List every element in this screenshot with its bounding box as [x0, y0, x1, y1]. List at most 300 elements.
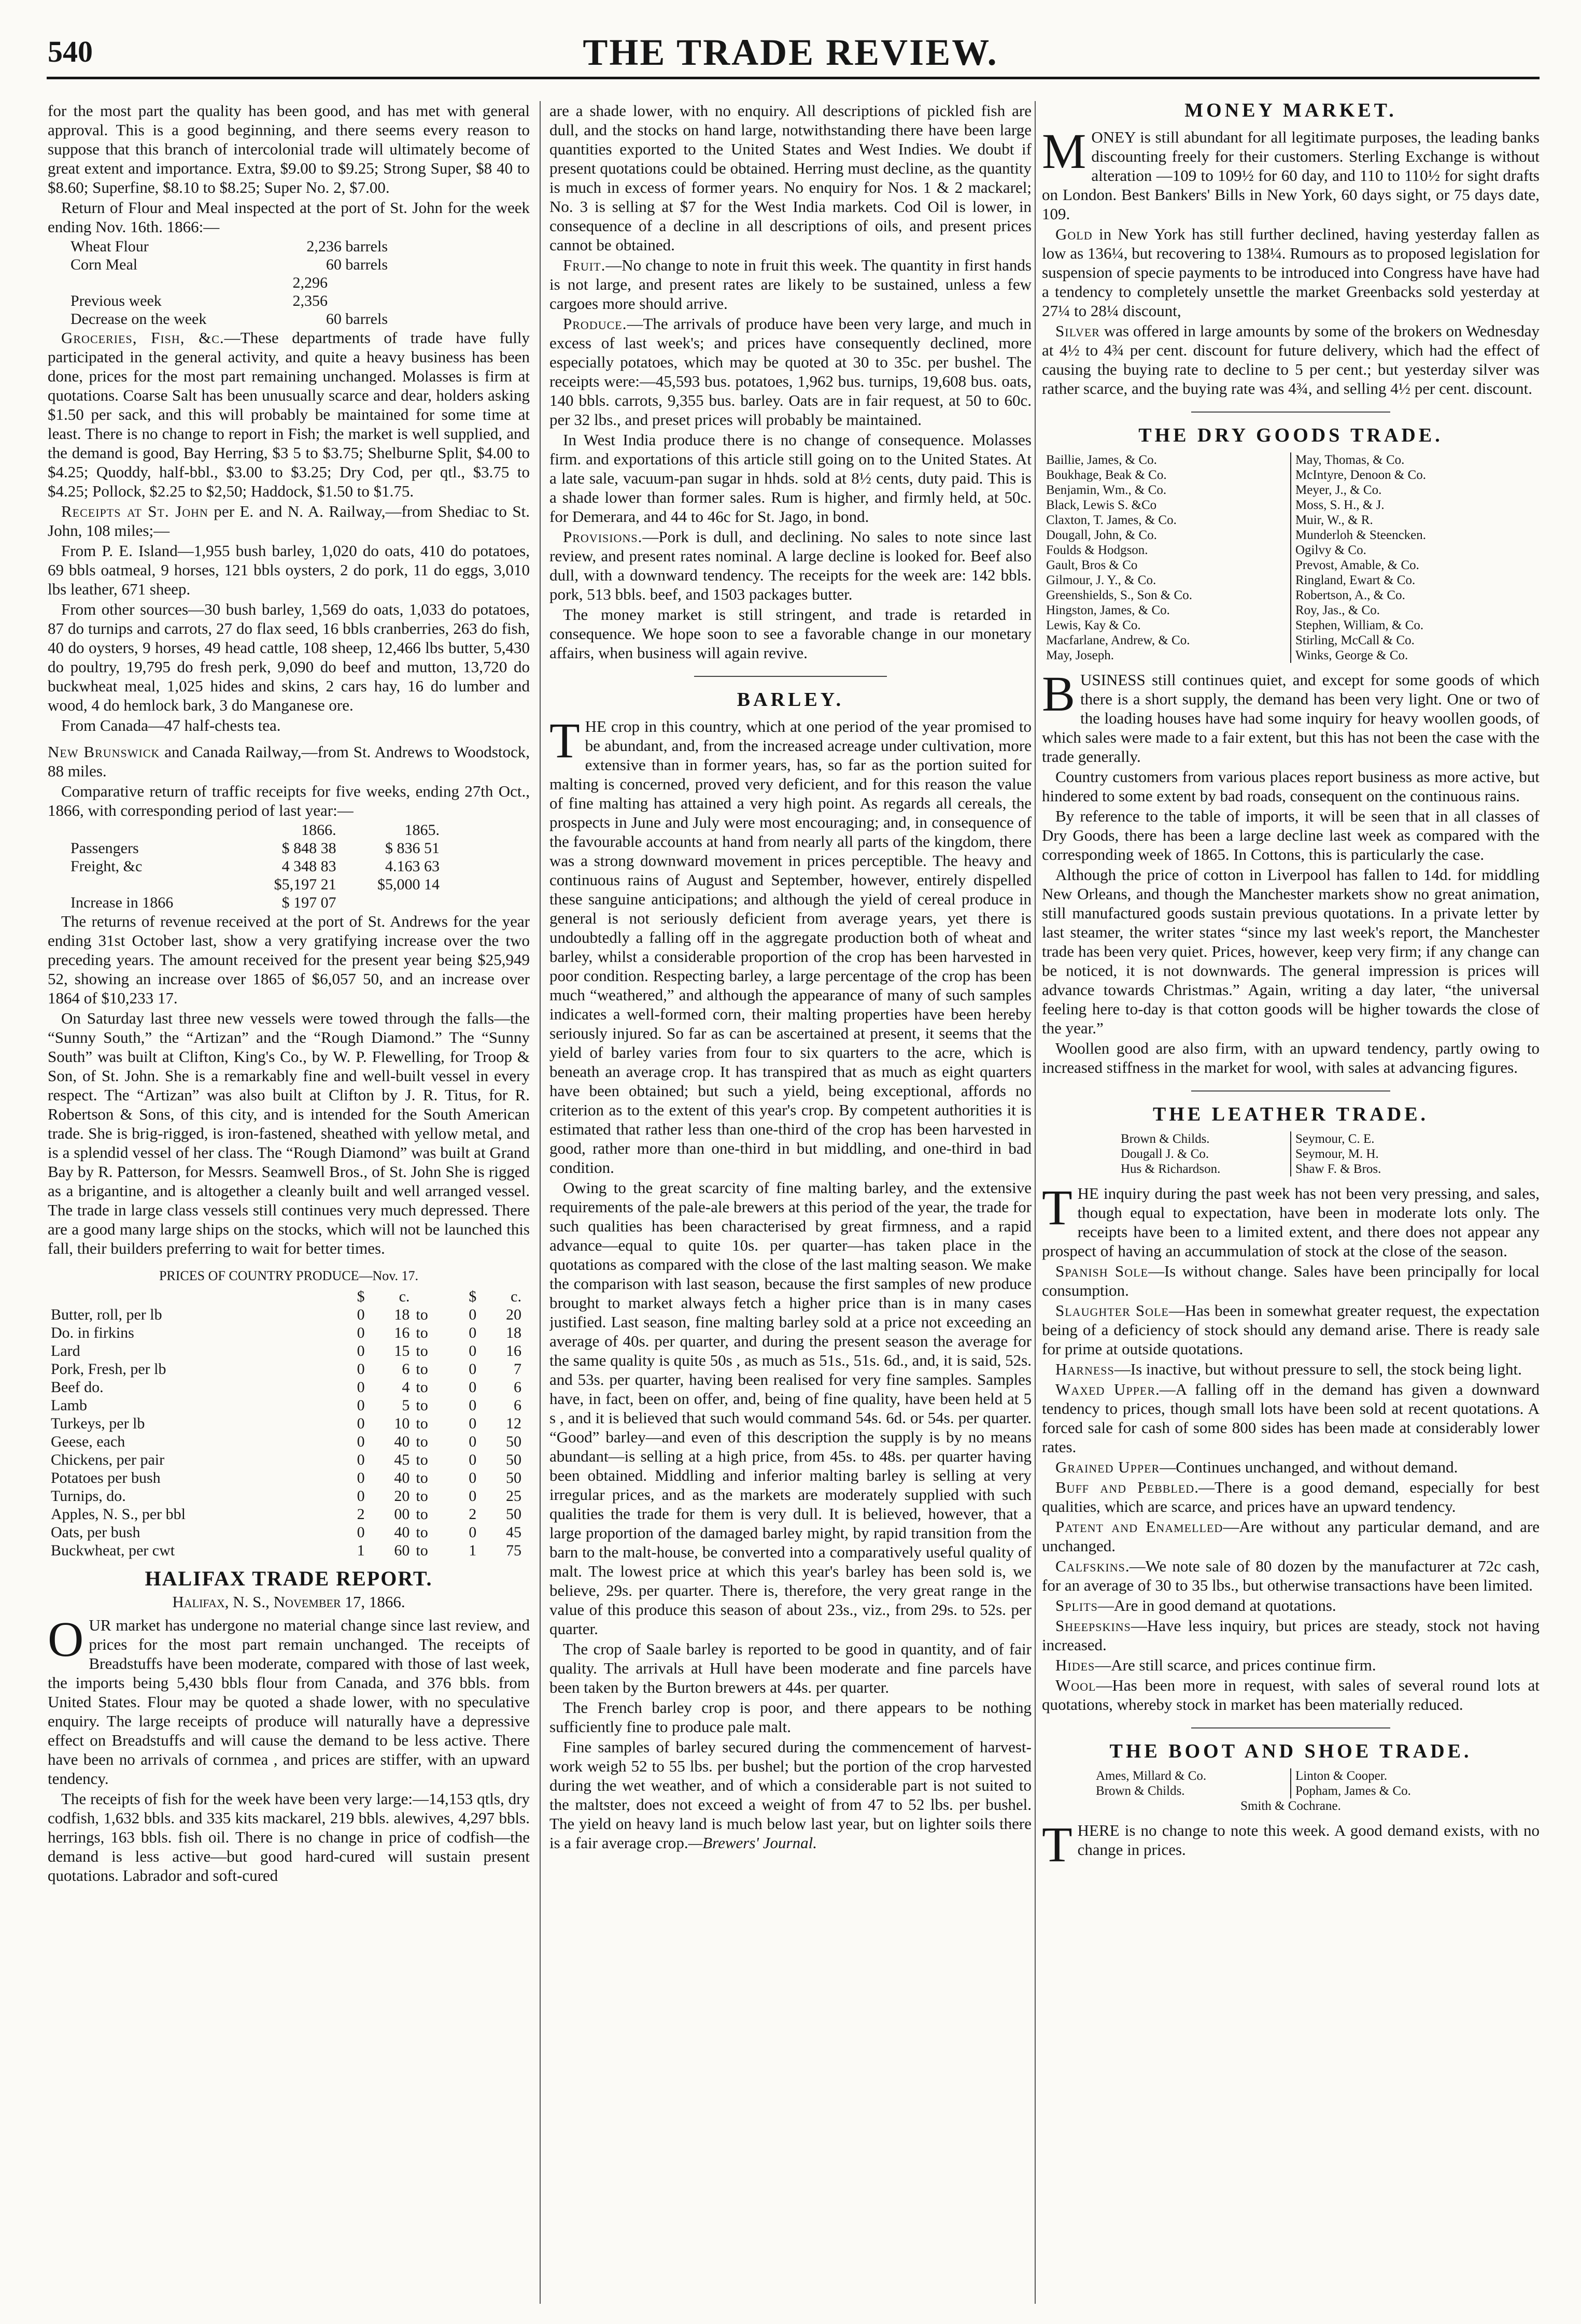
price-cell: 15 — [394, 1342, 410, 1359]
firm-name: Linton & Cooper. — [1295, 1769, 1388, 1783]
row-label: Freight, &c — [70, 858, 143, 875]
item-name: Lamb — [51, 1397, 87, 1414]
price-cell: 60 — [394, 1542, 410, 1559]
cell: $ 848 38 — [281, 840, 336, 857]
price-cell: 0 — [357, 1397, 365, 1414]
column-middle — [549, 101, 1032, 2309]
market-paragraph — [1042, 1478, 1540, 1516]
price-cell: 0 — [469, 1524, 477, 1541]
row-label — [68, 274, 257, 292]
to-label: to — [416, 1433, 428, 1450]
paragraph: —Is inactive, but without pressure to sell, the stock being light. — [1114, 1360, 1522, 1378]
section-head: Groceries, Fish, &c. — [61, 329, 224, 347]
page-header — [0, 31, 1581, 83]
table-row — [48, 1342, 525, 1360]
market-paragraph — [1042, 1556, 1540, 1595]
to-label: to — [416, 1415, 428, 1432]
drop-cap: O — [48, 1611, 84, 1667]
item-name: Chickens, per pair — [51, 1451, 165, 1468]
list-item — [1042, 558, 1540, 573]
section-title: THE BOOT AND SHOE TRADE. — [1109, 1740, 1472, 1762]
section-head: Buff and Pebbled — [1055, 1478, 1195, 1496]
section-separator — [1191, 1727, 1390, 1728]
boot-firms-list — [1092, 1768, 1490, 1798]
row-label: Passengers — [70, 840, 139, 857]
row-label: Wheat Flour — [70, 238, 149, 255]
produce-prices-table — [48, 1287, 525, 1560]
firm-name: Stephen, William, & Co. — [1295, 618, 1424, 632]
paragraph: Owing to the great scarcity of fine malting barley, and the extensive requirements of the pale-ale brewers at this period of the year, the trade for such qualities has been characterised by great firmness, and a rapid advance—equal to quite 10s. per quarter—has taken place in the quotations as compared with the close of the last malting season. We make the comparison with last season, because the first samples of new produce brought to market always fetch a higher price than is in many cases justified. Last season, fine malting barley sold at a price not exceeding an average of 40s. per quarter, and during the present season the average for the same quality is quite 50s , as much as 51s., 51s. 6d., and, it is said, 52s. and 53s. per quarter, having been realised for very fine samples. Samples have, in fact, been on offer, and, being of fine quality, have been held at 5 s , and it is believed that such would command 54s. 6d. or 54s. per quarter. “Good” barley—and even of this description the supply is by no means abundant—is selling at a high price, from 45s. to 48s. per quarter having been obtained. Middling and inferior malting barley is selling at very irregular prices, and as the markets are moderately supplied with such qualities the trade for them is very dull. It is believed, however, that a large proportion of the damaged barley might, by rapid transition from the barn to the malt-house, be converted into a comparatively useful quality of malt. The lowest price at which this year's barley has been sold is, we believe, 29s. per quarter. There is, therefore, the very great range in the value of this produce this season of about 23s., viz., from 29s. to 52s. per quarter. — [549, 1179, 1032, 1638]
price-cell: 2 — [357, 1506, 365, 1523]
paragraph: —Has been more in request, with sales of several round lots at quotations, whereby stock in market has been materially reduced. — [1042, 1676, 1540, 1713]
column-header: $ — [469, 1288, 477, 1305]
price-cell: 0 — [357, 1524, 365, 1541]
price-cell: 0 — [469, 1415, 477, 1432]
firm-name: Moss, S. H., & J. — [1295, 498, 1385, 512]
column-divider-1 — [540, 101, 541, 2304]
item-name: Apples, N. S., per bbl — [51, 1506, 186, 1523]
firm-name: Greenshields, S., Son & Co. — [1042, 588, 1291, 603]
firm-name: Ogilvy & Co. — [1295, 543, 1366, 557]
price-cell: 4 — [402, 1379, 410, 1396]
table-row — [48, 1541, 525, 1560]
item-name: Turnips, do. — [51, 1487, 126, 1505]
section-head: Calfskins — [1055, 1557, 1125, 1575]
paragraph: and Canada Railway,—from St. Andrews to Woodstock, 88 miles. — [48, 743, 530, 780]
paragraph: In West India produce there is no change of consequence. Molasses firm. and exportations of this article still going on to the United States. At a late sale, vacuum-pan sugar in hhds. sold at 8½ cents, duty paid. This is a shade lower than former sales. Rum is higher, and firmly held, at 50c. for Demerara, and 44 to 46c for St. Jago, in bond. — [549, 431, 1032, 526]
firm-name: Munderloh & Steencken. — [1295, 528, 1427, 542]
table-row — [68, 894, 442, 912]
firm-name: May, Thomas, & Co. — [1295, 453, 1405, 467]
firm-name: Gilmour, J. Y., & Co. — [1042, 573, 1291, 588]
section-head: Harness — [1055, 1360, 1114, 1378]
section-head: Wool — [1055, 1676, 1096, 1694]
section-title: THE LEATHER TRADE. — [1152, 1103, 1429, 1125]
list-item — [1042, 588, 1540, 603]
price-cell: 2 — [469, 1506, 477, 1523]
price-cell: 0 — [357, 1451, 365, 1468]
section-head: Hides — [1055, 1656, 1095, 1674]
firm-name: Ames, Millard & Co. — [1092, 1768, 1291, 1783]
column-header: c. — [511, 1288, 521, 1305]
item-name: Turkeys, per lb — [51, 1415, 145, 1432]
to-label: to — [416, 1487, 428, 1505]
paragraph: Country customers from various places report business as more active, but hindered to some extent by bad roads, consequent on the continuous rains. — [1042, 768, 1540, 805]
paragraph: HERE is no change to note this week. A good demand exists, with no change in prices. — [1077, 1821, 1540, 1859]
cell: 4.163 63 — [385, 858, 440, 875]
paragraph: ONEY is still abundant for all legitimate purposes, the leading banks discounting freely for their customers. Sterling Exchange is without alteration —109 to 109½ for 60 day, and 110 to 110½ for sight drafts on London. Best Bankers' Bills in New York, 60 days sight, or 75 days date, 109. — [1042, 128, 1540, 223]
to-label: to — [416, 1342, 428, 1359]
paragraph: —Have less inquiry, but prices are steady, stock not having increased. — [1042, 1617, 1540, 1654]
column-left — [48, 101, 530, 2309]
table-row — [68, 237, 390, 256]
price-cell: 50 — [506, 1451, 521, 1468]
table-row — [48, 1396, 525, 1414]
paragraph: HE crop in this country, which at one period of the year promised to be abundant, and, from the increased acreage under cultivation, more extensive than in former years, has, so far as the portion suited for malting is concerned, proved very deficient, and for this reason the value of fine malting has attained a very high point. As regards all cereals, the prospects in June and July were most encouraging; and, in consequence of the favourable accounts at hand from nearly all parts of the kingdom, there was a strong downward movement in prices perceptible. The heavy and continuous rains of August and September, however, entirely dispelled these sanguine anticipations; and although the yield of cereal produce in general is not seriously deficient from average years, yet there is undoubtedly a falling off in the aggregate production both of wheat and barley, whilst a considerable proportion of the crop has been harvested in poor condition. Respecting barley, a large percentage of the crop has been much “weathered,” and although the appearance of many of such samples indicates a well-formed corn, their malting properties have been hereby seriously injured. So far as can be ascertained at present, it seems that the yield of barley varies from four to six quarters to the acre, which is beneath an average crop. It has transpired that as much as eight quarters have been obtained; but such a yield, being exceptional, affords no criterion as to the extent of this year's crop. By competent authorities it is estimated that rather less than one-third of the crop has been harvested in good, rather more than one-third in but middling, and one-third in bad condition. — [549, 717, 1032, 1177]
price-cell: 0 — [469, 1451, 477, 1468]
firm-name: Foulds & Hodgson. — [1042, 543, 1291, 558]
firm-name: Stirling, McCall & Co. — [1295, 633, 1415, 647]
paragraph: —Has been in somewhat greater request, the expectation being of a deficiency of stock should any demand arise. There is ready sale for prime at outside quotations. — [1042, 1301, 1540, 1358]
price-cell: 0 — [357, 1379, 365, 1396]
price-cell: 20 — [394, 1487, 410, 1505]
price-cell: 6 — [402, 1361, 410, 1378]
firm-name: Hingston, James, & Co. — [1042, 603, 1291, 618]
column-header: 1865. — [404, 821, 440, 839]
price-cell: 1 — [469, 1542, 477, 1559]
row-value: 2,296 — [292, 274, 328, 291]
price-cell: 6 — [514, 1379, 521, 1396]
firm-name: Baillie, James, & Co. — [1042, 452, 1291, 467]
market-paragraph — [1042, 1517, 1540, 1555]
price-cell: 0 — [357, 1306, 365, 1323]
paragraph: UR market has undergone no material change since last review, and prices for the most part remain unchanged. The receipts of Breadstuffs have been moderate, compared with those of last week, the imports being 5,430 bbls flour from Canada, and 376 bbls. from United States. Flour may be quoted a shade lower, with no speculative enquiry. The large receipts of produce will naturally have a depressive effect on Breadstuffs and will cause the demand to be less active. There have been no arrivals of cornmea , and prices are stiffer, with an upward tendency. — [48, 1616, 530, 1788]
price-cell: 1 — [357, 1542, 365, 1559]
paragraph: Fine samples of barley secured during the commencement of harvest-work weigh 52 to 55 lbs. per bushel; but the portion of the crop harvested during the wet weather, and of which a considerable part is not suited to the maltster, does not exceed a weight of from 47 to 52 lbs. per bushel. The yield on heavy land is much below last year, but on lighter soils there is a fair average crop. — [549, 1738, 1032, 1852]
list-item — [1042, 633, 1540, 648]
price-cell: 0 — [469, 1324, 477, 1341]
market-paragraph — [1042, 1380, 1540, 1456]
price-cell: 0 — [357, 1361, 365, 1378]
firm-name: Smith & Cochrane. — [1240, 1799, 1341, 1813]
item-name: Geese, each — [51, 1433, 125, 1450]
section-head: Provisions. — [563, 528, 643, 546]
market-paragraph — [1042, 1301, 1540, 1358]
item-name: Butter, roll, per lb — [51, 1306, 162, 1323]
item-name: Oats, per bush — [51, 1524, 140, 1541]
to-label: to — [416, 1524, 428, 1541]
price-cell: 50 — [506, 1433, 521, 1450]
firm-name: Dougall, John, & Co. — [1042, 528, 1291, 543]
firm-name: Black, Lewis S. &Co — [1042, 498, 1291, 513]
section-title: MONEY MARKET. — [1184, 101, 1397, 121]
paragraph: Return of Flour and Meal inspected at the port of St. John for the week ending Nov. 16th. 1866:— — [48, 199, 530, 236]
cell: $5,000 14 — [377, 876, 440, 893]
column-divider-2 — [1035, 101, 1036, 2304]
leather-sections — [1042, 1262, 1540, 1714]
paragraph: The money market is still stringent, and trade is retarded in consequence. We hope soon to see a favorable change in our monetary affairs, when business will again revive. — [549, 605, 1032, 662]
table-row — [48, 1324, 525, 1342]
column-header: $ — [357, 1288, 365, 1305]
paragraph: Woollen good are also firm, with an upward tendency, partly owing to increased stiffness in the market for wool, with sales at advancing figures. — [1042, 1039, 1540, 1076]
firm-name: Winks, George & Co. — [1295, 648, 1408, 662]
price-cell: 20 — [506, 1306, 521, 1323]
section-head: Produce. — [563, 315, 627, 333]
table-row — [48, 1360, 525, 1378]
firm-name: Benjamin, Wm., & Co. — [1042, 483, 1291, 498]
cell — [338, 894, 442, 912]
drop-cap: M — [1042, 123, 1086, 179]
list-item — [1117, 1131, 1465, 1146]
table-row — [48, 1414, 525, 1433]
list-item — [1117, 1146, 1465, 1161]
price-cell: 0 — [357, 1469, 365, 1486]
row-label: Corn Meal — [70, 256, 138, 273]
paragraph: are a shade lower, with no enquiry. All descriptions of pickled fish are dull, and the stocks on hand large, notwithstanding there have been large quantities exported to the United States and West Indies. We doubt if present quotations could be obtained. Herring must decline, as the quantity is much in excess of former years. No enquiry for Nos. 1 & 2 mackarel; No. 3 is selling at $7 for the West India markets. Cod Oil is lower, in consequence of a decline in all descriptions of oils, and present prices cannot be obtained. — [549, 102, 1032, 254]
firm-name: Ringland, Ewart & Co. — [1295, 573, 1416, 587]
firm-name: Lewis, Kay & Co. — [1042, 618, 1291, 633]
list-item — [1042, 618, 1540, 633]
section-title: HALIFAX TRADE REPORT. — [145, 1567, 433, 1590]
section-title: BARLEY. — [737, 689, 844, 711]
firm-name: Seymour, C. E. — [1295, 1132, 1375, 1146]
paragraph: From P. E. Island—1,955 bush barley, 1,020 do oats, 410 do potatoes, 69 bbls oatmeal, 9 horses, 121 bbls oysters, 2 do pork, 11 do eggs, 3,010 lbs leather, 671 sheep. — [48, 542, 530, 598]
price-cell: 0 — [469, 1487, 477, 1505]
market-paragraph — [1042, 1457, 1540, 1477]
to-label: to — [416, 1324, 428, 1341]
paragraph: —No change to note in fruit this week. The quantity in first hands is not large, and present rates are likely to be sustained, unless a few cargoes more should arrive. — [549, 256, 1032, 313]
to-label: to — [416, 1361, 428, 1378]
price-cell: 16 — [506, 1342, 521, 1359]
paragraph: .—A falling off in the demand has given a downward tendency to prices, though small lots have been sold at recent quotations. A forced sale for cash of some 800 sides has been made at considerably lower rates. — [1042, 1380, 1540, 1456]
prices-title: PRICES OF COUNTRY PRODUCE—Nov. 17. — [159, 1268, 419, 1283]
paragraph: The crop of Saale barley is reported to be good in quantity, and of fair quality. The arrivals at Hull have been moderate and fine parcels have been taken by the Burton brewers at 44s. per quarter. — [549, 1640, 1032, 1696]
table-row — [68, 256, 390, 274]
to-label: to — [416, 1379, 428, 1396]
price-cell: 18 — [394, 1306, 410, 1323]
paragraph: —Are still scarce, and prices continue firm. — [1095, 1656, 1376, 1674]
paragraph: —Are in good demand at quotations. — [1097, 1596, 1336, 1614]
section-head: Spanish Sole — [1055, 1262, 1148, 1280]
firm-name: Claxton, T. James, & Co. — [1042, 513, 1291, 528]
section-head: Splits — [1055, 1596, 1098, 1614]
paragraph: USINESS still continues quiet, and except for some goods of which there is a short supply, the demand has been very light. One or two of the loading houses have had some inquiry for heavy woollen goods, of which sales were made to a fair extent, but this has not been the case with the trade generally. — [1042, 671, 1540, 766]
price-cell: 50 — [506, 1506, 521, 1523]
firm-name: Meyer, J., & Co. — [1295, 483, 1382, 497]
section-head: Slaughter Sole — [1055, 1301, 1169, 1320]
firm-name: Roy, Jas., & Co. — [1295, 603, 1380, 617]
page-number: 540 — [48, 35, 93, 68]
price-cell: 25 — [506, 1487, 521, 1505]
paragraph: .—We note sale of 80 dozen by the manufacturer at 72c cash, for an average of 30 to 35 lbs., but otherwise transactions have been limited. — [1042, 1557, 1540, 1594]
table-row — [68, 310, 390, 328]
price-cell: 12 — [506, 1415, 521, 1432]
list-item — [1042, 513, 1540, 528]
price-cell: 0 — [469, 1361, 477, 1378]
table-row — [48, 1469, 525, 1487]
cell: $ 197 07 — [281, 894, 336, 911]
paragraph: —Continues unchanged, and without demand. — [1160, 1458, 1458, 1476]
header-rule — [47, 77, 1540, 79]
section-head: Fruit. — [563, 256, 606, 274]
drop-cap: T — [549, 713, 580, 768]
section-head: Silver — [1055, 322, 1100, 340]
item-name: Pork, Fresh, per lb — [51, 1361, 166, 1378]
row-value: 60 barrels — [326, 310, 388, 328]
paragraph: Although the price of cotton in Liverpool has fallen to 14d. for middling New Orleans, and though the Manchester markets show no great animation, still manufactured goods sustain previous quotations. In a private letter by last steamer, the writer states “since my last week's report, the Manchester trade has been very quiet. Prices, however, keep very firm; if any change can be noticed, it is not downwards. The general impression is prices will advance towards Christmas.” Again, writing a day later, “the universal feeling here to-day is that cotton goods will be higher towards the close of the year.” — [1042, 866, 1540, 1037]
row-label: Decrease on the week — [70, 310, 207, 328]
table-row — [68, 857, 442, 875]
table-row — [48, 1306, 525, 1324]
market-paragraph — [1042, 1676, 1540, 1714]
table-row — [68, 274, 390, 292]
item-name: Beef do. — [51, 1379, 104, 1396]
list-item — [1042, 648, 1540, 663]
list-item — [1092, 1768, 1490, 1783]
paragraph: in New York has still further declined, having yesterday fallen as low as 136¼, but recovering to 138¼. Rumours as to proposed legislation for suspension of specie payments to be introduced into Congress have have had a tendency to completely unsettle the market Greenbacks sold yesterday at 27¼ to 28¼ discount, — [1042, 225, 1540, 320]
firm-name: McIntyre, Denoon & Co. — [1295, 468, 1427, 482]
list-item — [1042, 452, 1540, 467]
section-head: Waxed Upper — [1055, 1380, 1156, 1398]
firm-name: Robertson, A., & Co. — [1295, 588, 1405, 602]
section-head: Gold — [1055, 225, 1093, 243]
section-head: Patent and Enamelled — [1055, 1518, 1223, 1536]
list-item — [1092, 1783, 1490, 1798]
cell: $5,197 21 — [274, 876, 336, 893]
paragraph: The French barley crop is poor, and there appears to be nothing sufficiently fine to produce pale malt. — [549, 1698, 1032, 1736]
firm-name: Macfarlane, Andrew, & Co. — [1042, 633, 1291, 648]
section-head: Receipts at St. John — [61, 502, 208, 520]
to-label: to — [416, 1306, 428, 1323]
section-head: New Brunswick — [48, 743, 160, 761]
price-cell: 0 — [357, 1487, 365, 1505]
market-paragraph — [1042, 1596, 1540, 1615]
to-label: to — [416, 1542, 428, 1559]
source-credit: —Brewers' Journal. — [688, 1834, 817, 1852]
firm-name: Gault, Bros & Co — [1042, 558, 1291, 573]
table-row — [48, 1505, 525, 1523]
paragraph: —Are without any particular demand, and are unchanged. — [1042, 1518, 1540, 1555]
price-cell: 10 — [394, 1415, 410, 1432]
market-paragraph — [1042, 1262, 1540, 1300]
drop-cap: T — [1042, 1180, 1072, 1235]
row-value: 2,356 — [292, 292, 328, 309]
column-header: 1866. — [301, 821, 336, 839]
item-name: Potatoes per bush — [51, 1469, 161, 1486]
table-header-row — [48, 1287, 525, 1306]
paragraph: —These departments of trade have fully participated in the general activity, and quite a heavy business has been done, prices for the most part remaining unchanged. Molasses is firm at quotations. Coarse Salt has been unusually scarce and dear, holders asking $1.50 per sack, and this will probably be maintained for some time at least. There is no change to report in Fish; the market is well supplied, and the demand is good, Bay Herring, $3 5 to $3.75; Shelburne Split, $4.00 to $4.25; Quoddy, half-bbl., $3.00 to $3.25; Dry Cod, per qtl., $3.75 to $4.25; Pollock, $2.25 to $2,50; Haddock, $1.50 to $1.75. — [48, 329, 530, 500]
price-cell: 0 — [469, 1433, 477, 1450]
row-label — [68, 875, 235, 894]
firm-name: Hus & Richardson. — [1117, 1161, 1291, 1177]
table-row — [48, 1487, 525, 1505]
price-cell: 18 — [506, 1324, 521, 1341]
price-cell: 16 — [394, 1324, 410, 1341]
section-separator — [1191, 412, 1390, 413]
price-cell: 45 — [506, 1524, 521, 1541]
to-label: to — [416, 1451, 428, 1468]
firm-name: Brown & Childs. — [1117, 1131, 1291, 1146]
table-row — [68, 875, 442, 894]
firm-name: Seymour, M. H. — [1295, 1147, 1379, 1161]
price-cell: 0 — [469, 1342, 477, 1359]
paragraph: The receipts of fish for the week have been very large:—14,153 qtls, dry codfish, 1,632 bbls. and 335 kits mackarel, 219 bbls. alewives, 4,297 bbls. herrings, 163 bbls. fish oil. There is no change in price of codfish—the demand is less active—but good hard-cured will sustain present quotations. Labrador and soft-cured — [48, 1790, 530, 1884]
table-row — [48, 1523, 525, 1541]
paragraph: Comparative return of traffic receipts for five weeks, ending 27th Oct., 1866, with corresponding period of last year:— — [48, 782, 530, 819]
price-cell: 40 — [394, 1469, 410, 1486]
paragraph: —The arrivals of produce have been very large, and much in excess of last week's; and prices have consequently declined, more especially potatoes, which may be quoted at 30 to 35c. per bushel. The receipts were:—45,593 bus. potatoes, 1,962 bus. turnips, 19,608 bus. oats, 140 bbls. carrots, 9,355 bus. barley. Oats are in fair request, at 50 to 60c. per 32 lbs., and preset prices will probably be maintained. — [549, 315, 1032, 429]
price-cell: 45 — [394, 1451, 410, 1468]
price-cell: 40 — [394, 1524, 410, 1541]
list-item — [1042, 467, 1540, 483]
cell: $ 836 51 — [385, 840, 440, 857]
paragraph: was offered in large amounts by some of the brokers on Wednesday at 4½ to 4¾ per cent. discount for future delivery, which had the effect of causing the buying rate to decline to 5 per cent.; but yesterday silver was rather scarce, and the buying rate was 4¾, and selling 4½ per cent. discount. — [1042, 322, 1540, 398]
price-cell: 0 — [469, 1469, 477, 1486]
paragraph: From other sources—30 bush barley, 1,569 do oats, 1,033 do potatoes, 87 do turnips and carrots, 27 do flax seed, 16 bbls cranberries, 263 do fish, 40 do oysters, 9 horses, 49 head cattle, 108 sheep, 12,466 lbs butter, 5,430 do poultry, 19,795 do fresh perk, 9,090 do beef and mutton, 13,720 do buckwheat meal, 1,025 hides and skins, 2 cars hay, 16 do lumber and wood, 4 do hemlock bark, 3 do Manganese ore. — [48, 600, 530, 714]
item-name: Lard — [51, 1342, 80, 1359]
paragraph: HE inquiry during the past week has not been very pressing, and sales, though equal to expectation, have been in moderate lots only. The receipts have been to a limited extent, and there does not appear any prospect of having an accummulation of stock at the close of the season. — [1042, 1184, 1540, 1260]
firm-name: Boukhage, Beak & Co. — [1042, 467, 1291, 483]
item-name: Do. in firkins — [51, 1324, 134, 1341]
price-cell: 40 — [394, 1433, 410, 1450]
paragraph: per E. and N. A. Railway,—from Shediac to St. John, 108 miles;— — [48, 502, 530, 540]
table-row — [48, 1378, 525, 1396]
paragraph: The returns of revenue received at the port of St. Andrews for the year ending 31st October last, show a very gratifying increase over the two preceding years. The amount received for the present year being $25,949 52, showing an increase over 1865 of $6,057 50, and an increase over 1864 of $10,233 17. — [48, 912, 530, 1007]
list-item — [1042, 528, 1540, 543]
price-cell: 0 — [357, 1324, 365, 1341]
column-header: c. — [399, 1288, 410, 1305]
paragraph: From Canada—47 half-chests tea. — [61, 716, 281, 734]
to-label: to — [416, 1469, 428, 1486]
table-row — [68, 839, 442, 857]
row-label: Previous week — [70, 292, 162, 309]
firm-name: Dougall J. & Co. — [1117, 1146, 1291, 1161]
paragraph: —Pork is dull, and declining. No sales to note since last review, and present rates nominal. A large decline is looked for. Beef also dull, with a downward tendency. The receipts for the week are: 142 bbls. pork, 513 bbls. beef, and 1503 packages butter. — [549, 528, 1032, 603]
price-cell: 0 — [469, 1306, 477, 1323]
publication-title: THE TRADE REVIEW. — [583, 32, 998, 73]
section-separator — [1191, 1090, 1390, 1092]
price-cell: 0 — [357, 1415, 365, 1432]
section-separator — [694, 676, 887, 677]
paragraph: By reference to the table of imports, it will be seen that in all classes of Dry Goods, there has been a large decline last week as compared with the corresponding week of 1865. In Cottons, this is particularly the case. — [1042, 807, 1540, 863]
price-cell: 50 — [506, 1469, 521, 1486]
paragraph: .—There is a good demand, especially for best qualities, which are scarce, and prices have an upward tendency. — [1042, 1478, 1540, 1515]
dry-goods-firms-list — [1042, 452, 1540, 663]
cell: 4 348 83 — [281, 858, 336, 875]
firm-name: May, Joseph. — [1042, 648, 1291, 663]
row-label: Increase in 1866 — [70, 894, 174, 911]
price-cell: 0 — [357, 1342, 365, 1359]
table-row — [48, 1451, 525, 1469]
firm-name: Popham, James & Co. — [1295, 1784, 1411, 1798]
flour-return-table — [68, 237, 390, 328]
drop-cap: B — [1042, 666, 1076, 721]
price-cell: 6 — [514, 1397, 521, 1414]
list-item — [1042, 498, 1540, 513]
firm-name: Muir, W., & R. — [1295, 513, 1373, 527]
table-row — [48, 1433, 525, 1451]
paragraph: for the most part the quality has been good, and has met with general approval. This is a good beginning, and there seems every reason to suppose that this branch of intercolonial trade will ultimately become of great extent and importance. Extra, $9.00 to $9.25; Strong Super, $8 40 to $8.60; Superfine, $8.10 to $8.25; Super No. 2, $7.00. — [48, 102, 530, 196]
list-item — [1042, 603, 1540, 618]
paragraph: On Saturday last three new vessels were towed through the falls—the “Sunny South,” the “Artizan” and the “Rough Diamond.” The “Sunny South” was built at Clifton, King's Co., by W. P. Flewelling, for Troop & Son, of St. John. She is a remarkably fine and well-built vessel in every respect. The “Artizan” was also built at Clifton by J. R. Titus, for R. Robertson & Sons, of this city, and is intended for the South American trade. She is brig-rigged, is iron-fastened, sheathed with yellow metal, and is a splendid vessel of her class. The “Rough Diamond” was built at Grand Bay by R. Patterson, for Messrs. Seamwell Bros., of St. John She is rigged as a brigantine, and is altogether a cleanly built and well arranged vessel. The trade in large class vessels still continues very much depressed. There are a good many large ships on the stocks, which will not be launched this fall, their builders preferring to wait for better times. — [48, 1009, 530, 1257]
item-name: Buckwheat, per cwt — [51, 1542, 175, 1559]
price-cell: 00 — [394, 1506, 410, 1523]
column-right — [1042, 101, 1540, 2309]
leather-firms-list — [1117, 1131, 1465, 1177]
table-header-row — [68, 821, 442, 839]
price-cell: 0 — [469, 1397, 477, 1414]
price-cell: 7 — [514, 1361, 521, 1378]
list-item — [1042, 543, 1540, 558]
firm-name: Brown & Childs. — [1092, 1783, 1291, 1798]
price-cell: 5 — [402, 1397, 410, 1414]
paragraph: —Is without change. Sales have been principally for local consumption. — [1042, 1262, 1540, 1299]
section-title: THE DRY GOODS TRADE. — [1138, 424, 1443, 446]
dateline: Halifax, N. S., November 17, 1866. — [172, 1593, 405, 1611]
market-paragraph — [1042, 1359, 1540, 1379]
firm-name: Prevost, Amable, & Co. — [1295, 558, 1419, 572]
to-label: to — [416, 1506, 428, 1523]
list-item — [1042, 483, 1540, 498]
price-cell: 75 — [506, 1542, 521, 1559]
firm-name: Shaw F. & Bros. — [1295, 1162, 1381, 1176]
drop-cap: T — [1042, 1817, 1072, 1872]
row-value: 60 barrels — [326, 256, 388, 273]
table-row — [68, 292, 390, 310]
row-value: 2,236 barrels — [306, 238, 388, 255]
price-cell: 0 — [469, 1379, 477, 1396]
section-head: Grained Upper — [1055, 1458, 1160, 1476]
